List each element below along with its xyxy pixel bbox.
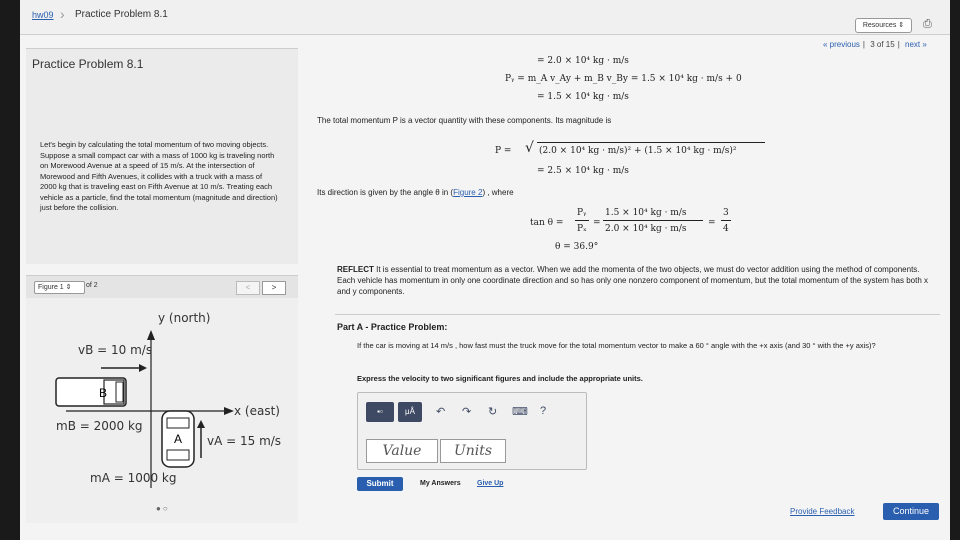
truck-mass-label: mB = 2000 kg (56, 419, 143, 433)
magnitude-rhs: (2.0 × 10⁴ kg · m/s)² + (1.5 × 10⁴ kg · m/s)² (539, 146, 737, 156)
collision-diagram (26, 298, 298, 498)
y-axis-label: y (north) (158, 311, 211, 325)
direction-intro-post: ) , where (482, 188, 514, 197)
figure-pager-dots[interactable]: ●○ (156, 504, 170, 513)
magnitude-result: = 2.5 × 10⁴ kg · m/s (537, 166, 629, 176)
next-link[interactable]: next » (905, 40, 927, 49)
provide-feedback-link[interactable]: Provide Feedback (790, 507, 855, 516)
eq-sign-2: = (708, 218, 716, 228)
assignment-link[interactable]: hw09 (32, 10, 54, 20)
truck-velocity-label: vB = 10 m/s (78, 343, 153, 357)
frac-line-3 (721, 220, 731, 221)
car-velocity-label: vA = 15 m/s (207, 434, 282, 448)
problem-title: Practice Problem 8.1 (32, 57, 144, 71)
part-a-title: Part A - Practice Problem: (337, 322, 448, 332)
eq-sign-1: = (593, 218, 601, 228)
value-input[interactable]: Value (366, 439, 438, 463)
tan-lhs: tan θ = (530, 218, 564, 228)
figure-selector-label: Figure 1 (38, 284, 64, 291)
x-axis-arrow (224, 407, 234, 415)
sqrt-bar (537, 142, 765, 143)
car-velocity-arrowhead (197, 420, 205, 428)
figure-panel (26, 298, 298, 523)
magnitude-lhs: P = (495, 146, 512, 156)
truck-velocity-arrowhead (139, 364, 147, 372)
frac-num-value: 1.5 × 10⁴ kg · m/s (605, 208, 687, 218)
figure-selector[interactable]: Figure 1 ⇕ (34, 281, 85, 294)
frac-py: Pᵧ (577, 208, 587, 218)
eq-px-result: = 2.0 × 10⁴ kg · m/s (537, 56, 629, 66)
breadcrumb-separator: › (60, 6, 65, 22)
truck-letter: B (99, 386, 108, 400)
direction-intro (317, 188, 514, 197)
eq-py: Pᵧ = m_A v_Ay + m_B v_By = 1.5 × 10⁴ kg · m/s + 0 (505, 74, 742, 84)
figure-toolbar (26, 275, 298, 298)
part-a-instructions: Express the velocity to two significant figures and include the appropriate units. (357, 374, 643, 383)
template-button[interactable]: ▪▫ (366, 402, 394, 422)
problem-text: Let's begin by calculating the total momentum of two moving objects. Suppose a small compact car with a mass of 1000 kg is traveling north on Morewood Avenue at a speed of 15 m/s. At the intersection of Morewood and Fifth Avenues, it collides with a truck with a mass of 2000 kg that is traveling east on Fifth Avenue at 10 m/s. Treating each vehicle as a particle, find the total momentum (magnitude and direction) just before the collision. (40, 140, 278, 212)
redo-icon[interactable]: ↷ (462, 406, 472, 418)
resources-label: Resources (862, 22, 897, 29)
page-title: Practice Problem 8.1 (75, 9, 168, 20)
figure-next-button[interactable]: > (262, 281, 286, 295)
previous-link[interactable]: « previous (823, 40, 860, 49)
help-icon[interactable]: ? (540, 405, 547, 417)
answer-box (357, 392, 587, 470)
undo-icon[interactable]: ↶ (436, 406, 446, 418)
reflect-label: REFLECT (337, 265, 374, 274)
continue-button[interactable]: Continue (883, 503, 939, 520)
give-up-link[interactable]: Give Up (477, 480, 504, 487)
sqrt-sign: √ (525, 140, 534, 156)
figure-count: of 2 (86, 282, 98, 289)
eq-py-result: = 1.5 × 10⁴ kg · m/s (537, 92, 629, 102)
direction-intro-pre: Its direction is given by the angle θ in ( (317, 188, 454, 197)
keyboard-icon[interactable]: ⌨ (512, 406, 528, 418)
browser-screen (20, 0, 950, 540)
theta-result: θ = 36.9° (555, 242, 599, 252)
frac-4: 4 (723, 224, 729, 234)
y-axis-arrow (147, 330, 155, 340)
x-axis-label: x (east) (234, 404, 280, 418)
my-answers-link[interactable]: My Answers (420, 480, 461, 487)
units-input[interactable]: Units (440, 439, 506, 463)
reflect-text: It is essential to treat momentum as a vector. When we add the momenta of the two objects, we must do vector addition using the method of components. Each vehicle has momentum in only one coordinate direction and so has only one nonzero component of momentum, but the total momentum of the system has both x and y components. (337, 265, 928, 296)
magnitude-intro: The total momentum P is a vector quantity with these components. Its magnitude is (317, 116, 612, 125)
car-mass-label: mA = 1000 kg (90, 471, 177, 485)
frac-den-value: 2.0 × 10⁴ kg · m/s (605, 224, 687, 234)
frac-line-1 (575, 220, 589, 221)
frac-line-2 (603, 220, 703, 221)
print-icon[interactable]: ⎙ (923, 18, 932, 30)
reset-icon[interactable]: ↻ (488, 406, 498, 418)
frac-px: Pₓ (577, 224, 587, 234)
part-a-question: If the car is moving at 14 m/s , how fast must the truck move for the total momentum vector to make a 60 ° angle with the +x axis (and 30 ° with the +y axis)? (357, 341, 876, 350)
car-letter: A (174, 432, 183, 446)
figure-prev-button[interactable]: < (236, 281, 260, 295)
page-counter: 3 of 15 (870, 40, 895, 49)
submit-button[interactable]: Submit (357, 477, 403, 491)
figure-2-link[interactable]: Figure 2 (453, 188, 483, 197)
resources-dropdown[interactable]: Resources ⇕ (855, 18, 912, 33)
item-navigation: « previous | 3 of 15 | next » (823, 40, 927, 49)
frac-3: 3 (723, 208, 729, 218)
top-bar (20, 0, 950, 35)
units-symbol-button[interactable]: μÅ (398, 402, 422, 422)
reflect-paragraph (337, 264, 937, 297)
section-divider (335, 314, 940, 315)
solution-panel (315, 48, 940, 538)
